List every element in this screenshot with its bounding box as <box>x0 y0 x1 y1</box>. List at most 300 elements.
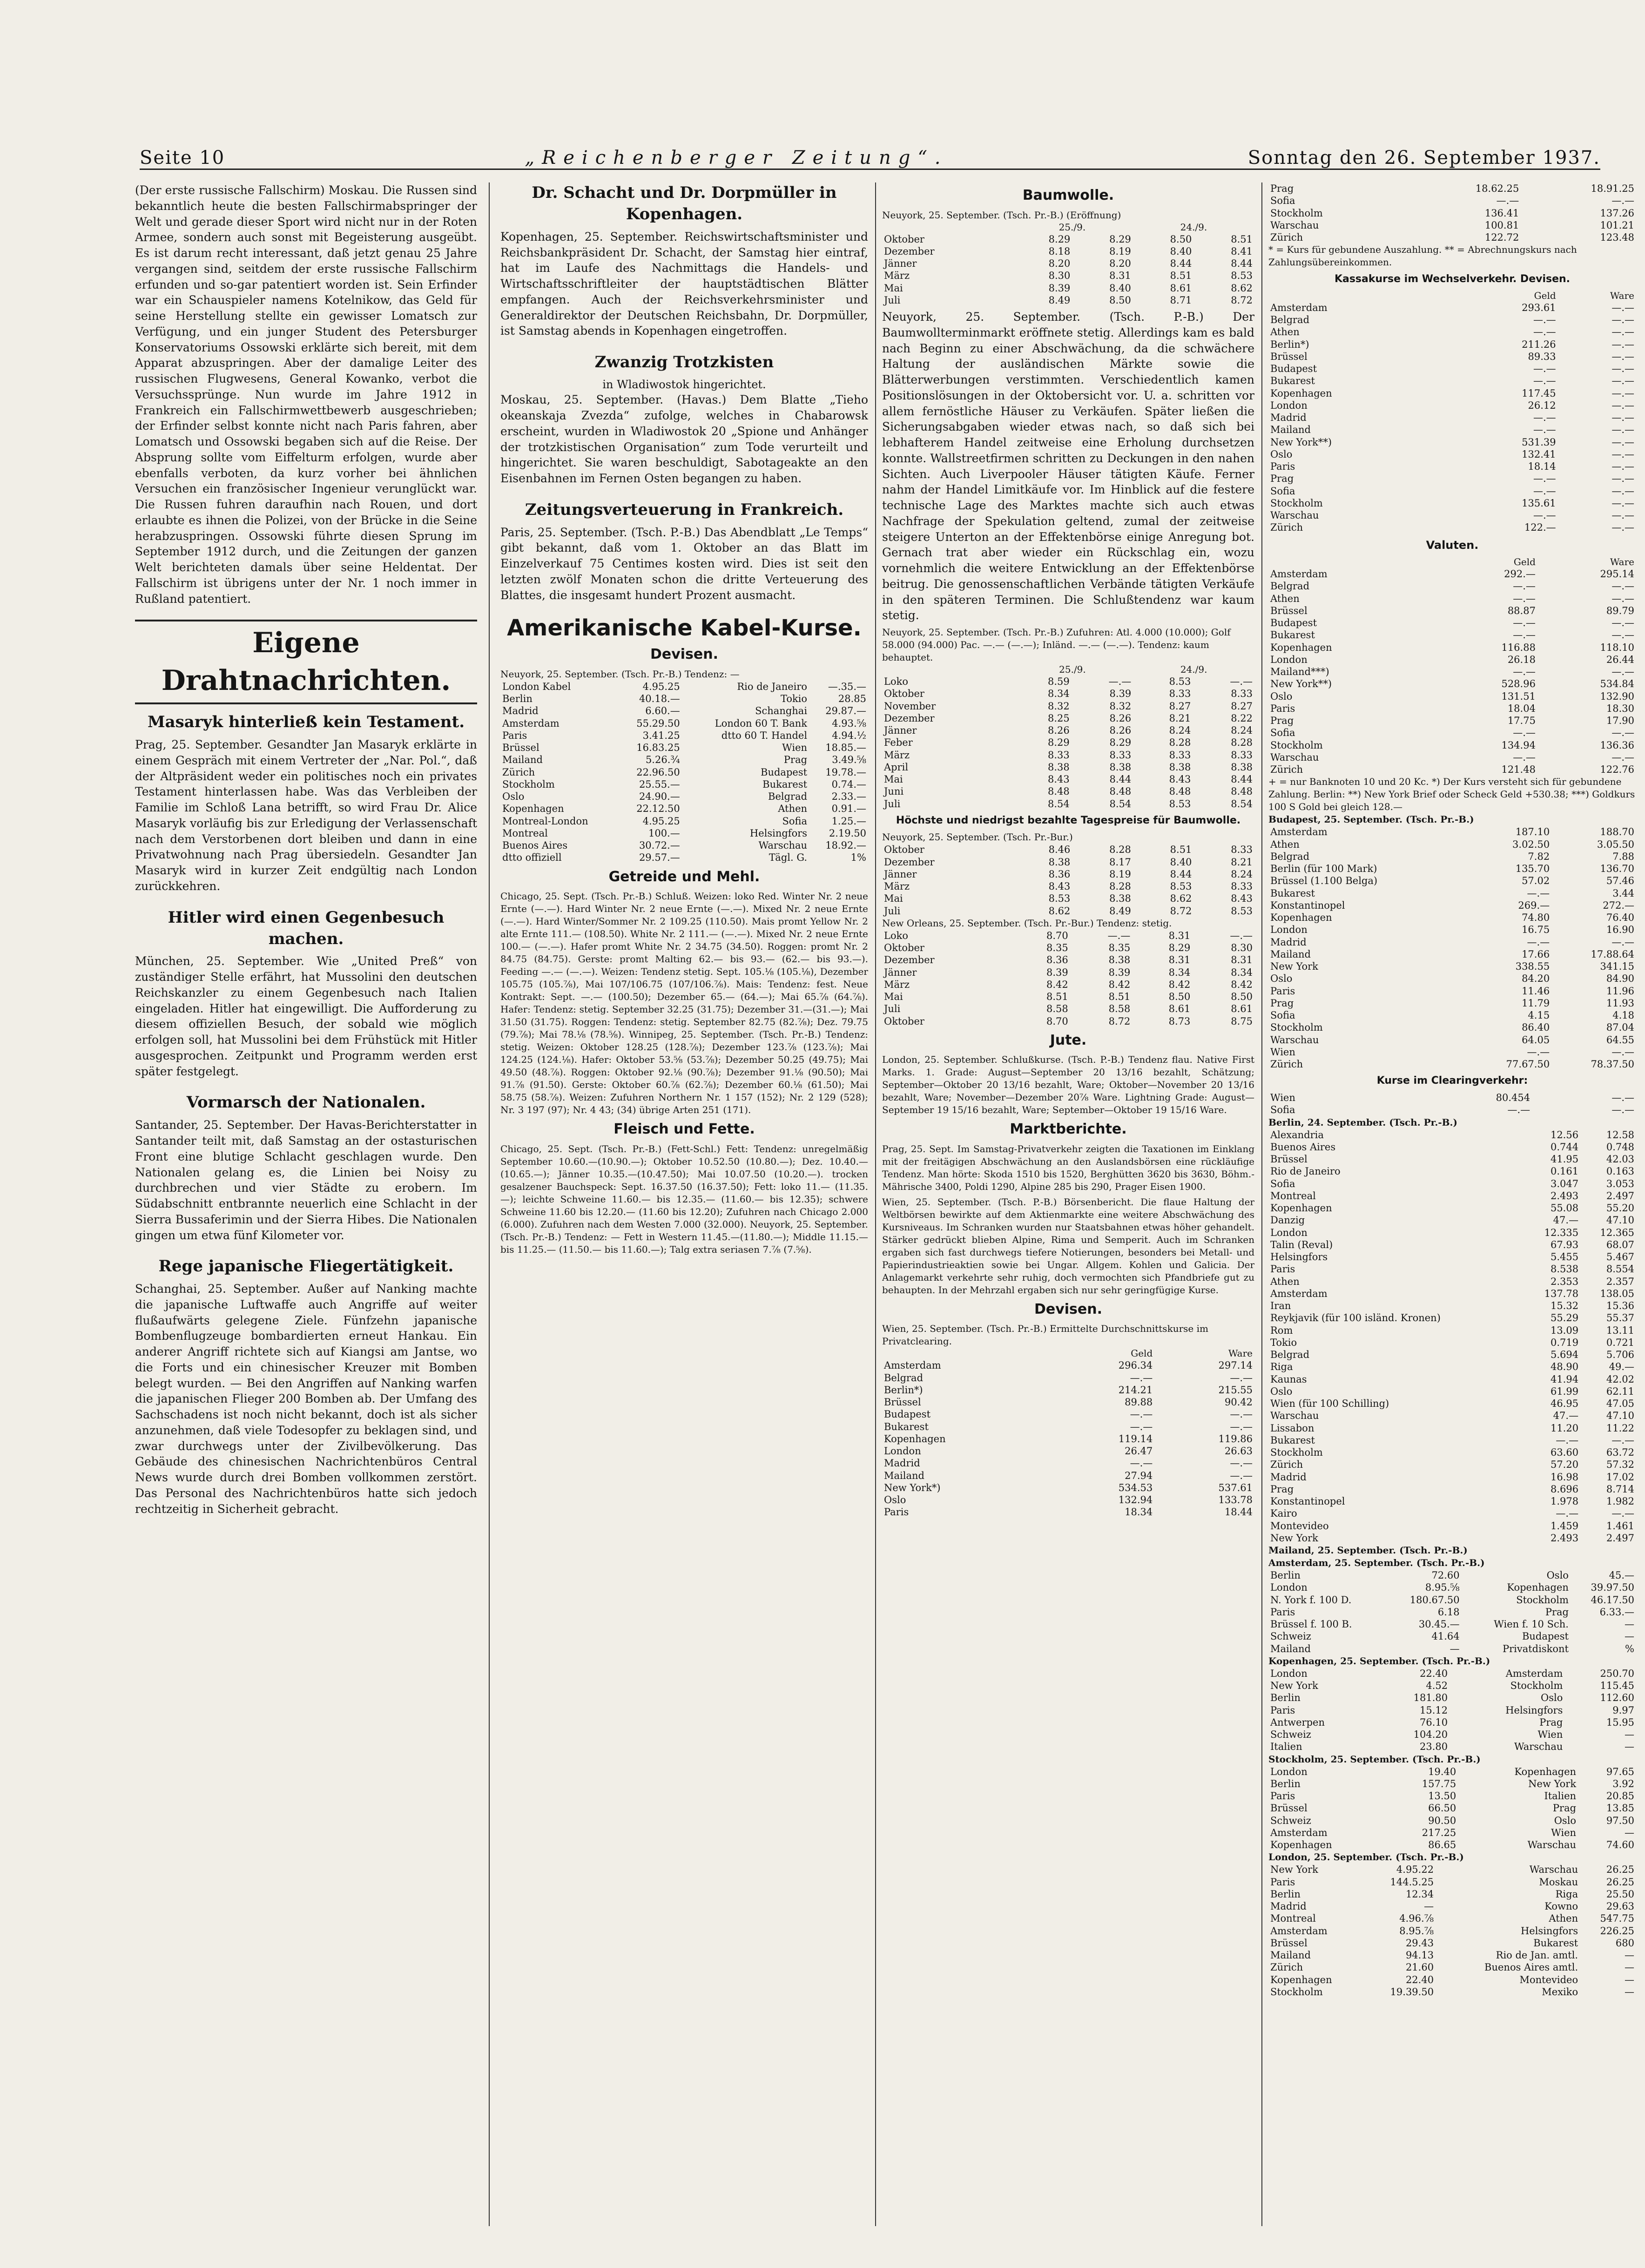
table-cell: — <box>1625 1950 1634 1961</box>
table-cell: 8.32 <box>1109 700 1132 712</box>
table-cell: 62.11 <box>1606 1385 1634 1397</box>
table-row <box>1268 936 1636 948</box>
table-cell: Kopenhagen <box>1270 1974 1332 1985</box>
article-body: Kopenhagen, 25. September. Reichswirtschaftsminister und Reichsbankpräsident Dr. Schacht, der Samstag hier eintraf, hat im Laufe des Nachmittags die Handels- und Wirtschaftsschriftleiter der hauptstädtischen Blätter empfangen. Auch der Reichsverkehrsminister und Generaldirektor der Deutschen Reichsbahn, Dr. Dorpmüller, ist Samstag abends in Kopenhagen eingetroffen. <box>500 230 868 338</box>
table-cell: 42.03 <box>1606 1154 1634 1165</box>
table-cell: Sofia <box>1270 727 1295 739</box>
table-cell: Rio de Janeiro <box>1270 1166 1341 1177</box>
table-cell: Stockholm <box>1270 207 1323 219</box>
table-row <box>882 892 1254 904</box>
baumwolle2-intro: Neuyork, 25. September. (Tsch. Pr.-B.) Zufuhren: Atl. 4.000 (10.000); Golf 58.000 (94.000) Pac. —.— (—.—); Inländ. —.— (—.—). Tendenz: kaum behauptet. <box>882 627 1231 663</box>
table-cell: 137.26 <box>1600 207 1634 219</box>
table-cell: 55.29.50 <box>636 717 680 729</box>
table-cell: Juli <box>884 905 901 917</box>
table-cell: 8.28 <box>1109 844 1131 856</box>
table-cell: 8.33 <box>1231 749 1253 761</box>
table-cell: — <box>1625 1974 1634 1985</box>
table-cell: Belgrad <box>1270 314 1310 326</box>
table-cell: 8.73 <box>1168 1015 1191 1027</box>
table-row <box>1268 924 1636 936</box>
table-cell: 8.44 <box>1170 868 1192 880</box>
table-row <box>1268 739 1636 751</box>
table-cell: 8.39 <box>1048 282 1071 294</box>
table-cell: 8.33 <box>1047 749 1070 761</box>
table-cell: Madrid <box>1270 412 1307 424</box>
table-cell: 132.90 <box>1600 690 1634 702</box>
table-cell: 29.57.— <box>639 852 680 864</box>
col-head: 25./9. <box>1058 221 1086 233</box>
table-row <box>1268 666 1636 678</box>
table-cell: —.— <box>1611 436 1634 448</box>
table-cell: 8.32 <box>1047 700 1070 712</box>
table-row <box>1268 1324 1636 1336</box>
devisen2-heading: Devisen. <box>1034 1301 1103 1317</box>
table-row <box>1268 375 1636 387</box>
table-cell: —.— <box>1130 1458 1153 1469</box>
table-cell: —.— <box>1130 1409 1153 1420</box>
col-head: 24./9. <box>1180 664 1207 675</box>
table-cell: Jänner <box>884 725 917 736</box>
top-rates-table <box>1268 182 1636 243</box>
table-cell: 8.38 <box>1109 761 1132 773</box>
getreide-text: Chicago, 25. Sept. (Tsch. Pr.-B.) Schluß. Weizen: loko Red. Winter Nr. 2 neue Ernte (—.—). Hard Winter Nr. 2 neue Ernte (—.—). Mixed Nr. 2 neue Ernte (—.—). Hard Winter/Sommer Nr. 2 109.25 (110.50). Mais promt Yellow Nr. 2 alte Ernte 111.— (108.50). White Nr. 2 111.— (—.—). Mixed Nr. 2 neue Ernte 100.— (—.—). Hafer promt White Nr. 2 34.75 (34.50). Roggen: promt Nr. 2 84.75 (84.75). Gerste: promt Malting 62.— bis 93.— (62.— bis 93.—). Feeding —.— (—.—). Weizen: Tendenz stetig. Sept. 105.⅛ (105.⅛), Dezember 105.75 (105.⅞), Mai 107/106.75 (107/106.⅞). Mais: Tendenz: fest. Neue Kontrakt: Sept. —.— (100.50); Dezember 65.— (64.—); Mai 65.⅞ (64.⅞). Hafer: Tendenz: stetig. September 32.25 (31.75); Dezember 31.—(31.—); Mai 31.50 (31.75). Roggen: Tendenz: stetig. September 82.75 (82.⅞); Dez. 79.75 (79.⅞); Mai 78.⅛ (78.⅝). Winnipeg, 25. September. (Tsch. Pr.-B.) Tendenz: stetig. Weizen: Oktober 128.25 (128.⅞); Dezember 123.⅞ (123.⅞); Mai 124.25 (124.⅛). Hafer: Oktober 53.⅝ (53.⅞); Dezember 50.25 (49.75); Mai 49.50 (48.⅞). Roggen: Oktober 92.⅛ (90.⅞); Dezember 91.⅛ (90.50); Mai 91.⅞ (91.50). Gerste: Oktober 60.⅞ (62.⅞); Dezember 60.⅛ (61.50); Mai 58.75 (58.⅞). Weizen: Zufuhren Northern Nr. 1 157 (152); Nr. 2 129 (528); Nr. 3 197 (97); Nr. 4 43; (34) übrige Arten 251 (171). <box>500 891 868 1115</box>
table-cell: —.— <box>1533 375 1556 387</box>
table-cell: 26.25 <box>1606 1876 1634 1888</box>
column-2 <box>500 182 868 2226</box>
table-row <box>1268 580 1636 592</box>
table-cell: Stockholm <box>1270 1986 1323 1998</box>
table-row <box>882 1396 1254 1408</box>
col-head: Geld <box>1131 1348 1153 1359</box>
table-cell: Antwerpen <box>1270 1716 1325 1728</box>
table-cell: 0.721 <box>1606 1336 1634 1348</box>
table-cell: 180.67.50 <box>1409 1594 1460 1606</box>
table-cell: —.— <box>1513 580 1536 592</box>
table-row <box>1268 1034 1636 1046</box>
table-cell: Iran <box>1270 1300 1291 1312</box>
table-row <box>1268 850 1636 863</box>
table-cell: 101.21 <box>1600 219 1634 231</box>
table-row <box>1268 1741 1636 1753</box>
table-cell: Tägl. G. <box>769 852 808 864</box>
table-cell: 77.67.50 <box>1506 1059 1550 1070</box>
table-cell: —.— <box>1533 424 1556 436</box>
table-cell: —.— <box>1230 930 1253 941</box>
stockholm-rows <box>1268 1766 1636 1851</box>
table-cell: 8.72 <box>1231 294 1253 306</box>
table-cell: Dezember <box>884 954 935 966</box>
table-cell: 55.29 <box>1550 1312 1579 1324</box>
table-cell: 8.53 <box>1048 893 1071 904</box>
table-cell: 531.39 <box>1522 436 1556 448</box>
table-row <box>1268 1581 1636 1593</box>
table-row <box>1268 1336 1636 1349</box>
table-cell: 46.17.50 <box>1591 1594 1634 1606</box>
table-row <box>1268 1058 1636 1070</box>
table-row <box>1268 1778 1636 1790</box>
table-cell: 122.76 <box>1600 764 1634 776</box>
table-cell: 8.50 <box>1168 991 1191 1003</box>
table-row <box>1268 1312 1636 1324</box>
kabel-kurse-title: Amerikanische Kabel-Kurse. <box>507 615 862 641</box>
table-cell: 8.25 <box>1047 712 1070 724</box>
table-row <box>882 282 1254 294</box>
article-hitler <box>135 907 477 1080</box>
table-row <box>1268 1141 1636 1153</box>
table-cell: Berlin <box>502 693 533 704</box>
table-cell: 17.88.64 <box>1591 948 1634 960</box>
table-cell: Kopenhagen <box>1514 1766 1577 1777</box>
table-cell: Paris <box>1270 1876 1295 1888</box>
article-body: Paris, 25. September. (Tsch. P.-B.) Das Abendblatt „Le Temps“ gibt bekannt, daß vom 1. Oktober an das Blatt im Einzelverkauf 75 Centimes kosten wird. Dies ist seit den letzten zwölf Monaten schon die dritte Verteuerung des Blattes, die insgesamt hundert Prozent ausmacht. <box>500 525 868 602</box>
table-cell: Buenos Aires <box>502 840 568 851</box>
table-cell: 144.5.25 <box>1390 1876 1434 1888</box>
table-cell: Warschau <box>1270 510 1319 521</box>
table-row <box>1268 1458 1636 1471</box>
table-cell: Amsterdam <box>1270 1827 1328 1838</box>
table-cell: 15.12 <box>1420 1704 1448 1716</box>
table-cell: 47.— <box>1553 1215 1579 1226</box>
table-cell: —.— <box>1611 751 1634 763</box>
table-cell: Madrid <box>1270 936 1307 948</box>
table-row <box>1268 997 1636 1009</box>
table-cell: 121.48 <box>1501 764 1536 776</box>
table-row <box>500 742 868 754</box>
col-head <box>882 664 1012 675</box>
table-cell: 64.55 <box>1606 1034 1634 1046</box>
table-cell: 8.39 <box>1109 688 1132 700</box>
table-cell: Mai <box>884 893 903 904</box>
table-cell: 8.62 <box>1170 893 1192 904</box>
table-cell: 8.36 <box>1048 868 1071 880</box>
table-cell: 293.61 <box>1522 302 1556 313</box>
table-cell: — <box>1625 1741 1634 1753</box>
article-body: Schanghai, 25. September. Außer auf Nanking machte die japanische Luftwaffe auch Angriffe auf weiter flußaufwärts gelegene Ziele. Fünfzehn japanische Bombenflugzeuge bombardierten erneut Hankau. Ein anderer Angriff richtete sich auf Kiangsi am Jantse, wo die Forts und ein chinesischer Kreuzer mit Bomben belegt wurden. — Bei den Angriffen auf Nanking warfen die japanischen Flieger 200 Bomben ab. Der Umfang des Sachschadens ist noch nicht bekannt, doch ist als sicher anzunehmen, daß viele Todesopfer zu beklagen sind, und zwar durchwegs unter der Zivilbevölkerung. Das Gebäude des chinesischen Nachrichtenbüros Central News wurde durch drei Bomben vollkommen zerstört. Das Personal des Nachrichtenbüros hatte sich jedoch rechtzeitig in Sicherheit gebracht. <box>135 1282 477 1516</box>
baumwolle-intro: Neuyork, 25. September. (Tsch. Pr.-B.) (Eröffnung) <box>882 209 1121 221</box>
table-row <box>882 942 1254 954</box>
table-row <box>1268 1790 1636 1802</box>
table-cell: Brüssel f. 100 B. <box>1270 1619 1352 1630</box>
table-cell: 8.43 <box>1231 893 1253 904</box>
table-cell: Stockholm <box>1510 1680 1563 1692</box>
table-cell: 7.88 <box>1612 850 1634 862</box>
table-row <box>500 851 868 864</box>
table-cell: Prag <box>1270 473 1294 485</box>
table-cell: Athen <box>1270 838 1300 850</box>
table-cell: Oktober <box>884 844 924 856</box>
table-cell: 40.18.— <box>639 693 680 704</box>
jute-text: London, 25. September. Schlußkurse. (Tsch. P.-B.) Tendenz flau. Native First Marks. 1. Grade: August—September 20 13/16 bezahlt, Schätzung; September—Oktober 20 13/16 bezahlt, Ware; Oktober—November 20 13/16 bezahlt, Ware; November—Dezember 20⅞ Ware. Lightning Grade: August—September 19 15/16 bezahlt, Ware; September—Oktober 19 15/16 Ware. <box>882 1054 1254 1116</box>
table-cell: 8.33 <box>1109 749 1132 761</box>
table-cell: Madrid <box>502 705 539 717</box>
table-cell: 8.54 <box>1231 798 1253 810</box>
article-body: München, 25. September. Wie „United Preß“ von zuständiger Stelle erfährt, hat Mussolini den deutschen Reichskanzler zu einem Gegenbesuch nach Italien eingeladen. Hitler hat eingewilligt. Die Aufforderung zu diesem offiziellen Besuch, der sobald wie möglich erfolgen soll, hat Mussolini bei dem Frühstück mit Hitler ausgesprochen. Zeitpunkt und Programm werden erst später festgelegt. <box>135 954 477 1078</box>
table-cell: 5.26.¾ <box>645 754 680 766</box>
table-cell: Sofia <box>1270 195 1295 207</box>
table-row <box>882 675 1254 688</box>
table-cell: Riga <box>1270 1361 1293 1373</box>
table-cell: Budapest <box>1270 363 1317 375</box>
table-row <box>1268 605 1636 617</box>
article-zeitung <box>500 500 868 603</box>
table-cell: 4.96.⅞ <box>1399 1913 1434 1924</box>
table-cell: 90.50 <box>1428 1815 1456 1826</box>
table-cell: 8.38 <box>1169 761 1191 773</box>
table-cell: Kairo <box>1270 1508 1297 1519</box>
table-cell: 8.53 <box>1169 676 1191 687</box>
table-cell: 3.49.⅝ <box>832 754 866 766</box>
devisen2-rows <box>882 1359 1254 1518</box>
table-cell: 97.50 <box>1606 1815 1634 1826</box>
table-cell: 5.467 <box>1606 1251 1634 1263</box>
table-row <box>1268 1716 1636 1728</box>
table-cell: 8.26 <box>1109 725 1132 736</box>
table-row <box>1268 899 1636 911</box>
table-cell: 18.91.25 <box>1591 183 1634 194</box>
table-cell: 15.36 <box>1606 1300 1634 1312</box>
table-cell: 8.19 <box>1109 245 1131 257</box>
table-cell: —.— <box>1556 1508 1579 1519</box>
table-cell: Danzig <box>1270 1215 1305 1226</box>
table-cell: Oktober <box>884 233 924 245</box>
table-row <box>1268 1422 1636 1434</box>
table-cell: 3.047 <box>1550 1178 1579 1189</box>
table-cell: Prag <box>1270 183 1294 194</box>
table-cell: Riga <box>1555 1888 1578 1900</box>
table-cell: 0.163 <box>1606 1166 1634 1177</box>
table-row <box>500 681 868 693</box>
table-cell: Juli <box>884 798 901 810</box>
fleisch-heading: Fleisch und Fette. <box>614 1121 755 1137</box>
table-cell: 8.38 <box>1048 856 1071 868</box>
table-cell: —.— <box>1611 497 1634 509</box>
table-cell: 30.72.— <box>639 840 680 851</box>
table-cell: Brüssel (1.100 Belga) <box>1270 875 1378 887</box>
table-cell: 214.21 <box>1118 1384 1153 1396</box>
table-cell: 5.694 <box>1550 1349 1579 1361</box>
table-row <box>1268 424 1636 436</box>
table-cell: 534.84 <box>1600 678 1634 690</box>
table-cell: Oslo <box>1554 1815 1577 1826</box>
table-cell: Budapest <box>884 1409 931 1420</box>
table-cell: Mai <box>884 282 903 294</box>
table-cell: 8.58 <box>1046 1003 1068 1015</box>
table-cell: —.— <box>1513 727 1536 739</box>
table-cell: 4.95.22 <box>1396 1864 1434 1876</box>
table-cell: 7.82 <box>1528 850 1550 862</box>
table-cell: Wien <box>782 742 808 753</box>
table-cell: 118.10 <box>1600 641 1634 653</box>
table-cell: — <box>1625 1986 1634 1998</box>
table-cell: 119.14 <box>1118 1433 1153 1444</box>
table-cell: Montevideo <box>1519 1974 1578 1985</box>
table-cell: Loko <box>884 930 908 941</box>
table-cell: Alexandria <box>1270 1129 1324 1141</box>
table-cell: 269.— <box>1518 899 1550 911</box>
table-cell: Amsterdam <box>1270 1288 1328 1299</box>
table-cell: März <box>884 749 910 761</box>
table-cell: 0.748 <box>1606 1141 1634 1153</box>
table-cell: 1.25.— <box>831 815 866 827</box>
table-row <box>882 1482 1254 1494</box>
table-cell: Belgrad <box>1270 1349 1310 1361</box>
table-cell: —.— <box>1611 1104 1634 1116</box>
table-cell: 8.33 <box>1169 688 1191 700</box>
table-row <box>882 270 1254 282</box>
table-cell: Zürich <box>1270 764 1303 776</box>
table-row <box>1268 1937 1636 1949</box>
table-cell: Belgrad <box>1270 850 1310 862</box>
table-cell: 74.60 <box>1606 1839 1634 1851</box>
table-row <box>1268 911 1636 924</box>
table-row <box>500 815 868 827</box>
table-cell: 5.455 <box>1550 1251 1579 1263</box>
table-cell: 134.94 <box>1501 739 1536 751</box>
table-cell: Talin (Reval) <box>1270 1239 1333 1250</box>
table-cell: —.— <box>1611 314 1634 326</box>
table-cell: 41.94 <box>1550 1373 1579 1385</box>
table-cell: Rom <box>1270 1324 1293 1336</box>
table-row <box>1268 1495 1636 1507</box>
table-cell: Italien <box>1270 1741 1302 1753</box>
table-cell: 17.90 <box>1606 715 1634 727</box>
table-row <box>882 233 1254 245</box>
table-cell: 72.60 <box>1431 1570 1460 1581</box>
table-cell: 20.85 <box>1606 1790 1634 1802</box>
kopenhagen-rows <box>1268 1667 1636 1753</box>
table-row <box>1268 1373 1636 1385</box>
table-cell: Moskau <box>1539 1876 1578 1888</box>
table-cell: Paris <box>884 1506 909 1518</box>
table-cell: 188.70 <box>1600 826 1634 838</box>
table-row <box>882 1408 1254 1420</box>
table-cell: 8.30 <box>1231 942 1253 954</box>
table-cell: Bukarest <box>1270 1434 1315 1446</box>
table-cell: Prag <box>783 754 808 766</box>
table-cell: Zürich <box>1270 522 1303 533</box>
table-cell: 17.75 <box>1507 715 1536 727</box>
orleans-rows <box>882 930 1254 1027</box>
table-cell: Helsingfors <box>1520 1925 1578 1937</box>
table-cell: 6.60.— <box>645 705 680 717</box>
table-cell: 41.95 <box>1550 1154 1579 1165</box>
table-cell: Dezember <box>884 712 935 724</box>
table-cell: Berlin <box>1270 1778 1301 1789</box>
table-cell: 8.40 <box>1170 245 1192 257</box>
table-row <box>1268 1692 1636 1704</box>
table-cell: 16.75 <box>1522 924 1550 936</box>
table-cell: 11.20 <box>1550 1422 1579 1434</box>
table-cell: 63.60 <box>1550 1447 1579 1458</box>
table-row <box>1268 1900 1636 1912</box>
table-cell: 48.90 <box>1550 1361 1579 1373</box>
table-cell: 137.78 <box>1544 1288 1579 1299</box>
table-cell: 74.80 <box>1522 912 1550 924</box>
table-cell: 8.20 <box>1109 258 1131 269</box>
table-row <box>1268 1190 1636 1202</box>
table-cell: 8.41 <box>1231 245 1253 257</box>
table-cell: 8.28 <box>1109 881 1131 892</box>
table-cell: 132.41 <box>1522 448 1556 460</box>
table-cell: 8.44 <box>1231 774 1253 785</box>
baumwolle-table <box>882 222 1254 307</box>
table-cell: 3.053 <box>1606 1178 1634 1189</box>
article-title: Masaryk hinterließ kein Testament. <box>147 713 465 732</box>
table-cell: 22.40 <box>1420 1667 1448 1679</box>
table-cell: Bukarest <box>1270 629 1315 641</box>
table-row <box>1268 1766 1636 1778</box>
table-row <box>1268 838 1636 850</box>
table-cell: 157.75 <box>1422 1778 1456 1789</box>
table-cell: 86.65 <box>1428 1839 1456 1851</box>
table-row <box>1268 1594 1636 1606</box>
table-cell: —.— <box>1611 936 1634 948</box>
mailand-heading: Mailand, 25. September. (Tsch. Pr.-B.) <box>1268 1545 1468 1556</box>
table-cell: dtto offiziell <box>502 852 562 864</box>
table-cell: 55.37 <box>1606 1312 1634 1324</box>
table-row <box>1268 641 1636 654</box>
table-cell: 135.70 <box>1515 863 1550 875</box>
table-cell: 8.20 <box>1048 258 1071 269</box>
table-cell: 8.46 <box>1048 844 1071 856</box>
table-cell: 8.95.⅞ <box>1399 1925 1434 1937</box>
table-row <box>1268 1153 1636 1165</box>
table-cell: Kopenhagen <box>1270 912 1332 924</box>
table-row <box>1268 763 1636 776</box>
amsterdam-table <box>1268 1569 1636 1655</box>
table-cell: 8.43 <box>1048 881 1071 892</box>
table-cell: 18.92.— <box>825 840 866 851</box>
table-cell: Oslo <box>1270 1385 1293 1397</box>
table-cell: Oktober <box>884 1015 924 1027</box>
table-cell: Mailand***) <box>1270 666 1329 678</box>
table-row <box>882 1457 1254 1469</box>
table-cell: Kopenhagen <box>1270 1202 1332 1214</box>
table-row <box>1268 1839 1636 1851</box>
table-row <box>882 991 1254 1003</box>
table-cell: Wien (für 100 Schilling) <box>1270 1398 1389 1410</box>
table-row <box>1268 1300 1636 1312</box>
table-cell: 8.61 <box>1170 282 1192 294</box>
table-cell: Wien <box>1537 1729 1563 1741</box>
table-cell: —.— <box>1507 1104 1530 1116</box>
table-cell: 528.96 <box>1501 678 1536 690</box>
table-cell: —.— <box>1527 936 1550 948</box>
table-cell: 90.42 <box>1224 1397 1253 1408</box>
table-cell: —.— <box>1611 195 1634 207</box>
table-row <box>1268 715 1636 727</box>
london-table <box>1268 1863 1636 1998</box>
table-cell: 8.24 <box>1231 868 1253 880</box>
table-cell: 9.97 <box>1612 1704 1634 1716</box>
col-head: Geld <box>1513 556 1536 568</box>
table-cell: 136.36 <box>1600 739 1634 751</box>
table-cell: 8.42 <box>1108 979 1131 990</box>
table-cell: —.— <box>1556 1434 1579 1446</box>
table-row <box>882 736 1254 749</box>
table-cell: —.— <box>1108 676 1132 687</box>
table-row <box>882 1359 1254 1371</box>
table-cell: 8.33 <box>1231 844 1253 856</box>
table-cell: 8.50 <box>1109 294 1131 306</box>
devisen2-intro: Wien, 25. September. (Tsch. Pr.-B.) Ermittelte Durchschnittskurse im Privatclearing. <box>882 1323 1208 1347</box>
table-cell: 8.554 <box>1606 1263 1634 1275</box>
table-row <box>1268 1251 1636 1263</box>
table-row <box>882 688 1254 700</box>
table-cell: 26.63 <box>1224 1445 1253 1457</box>
table-cell: Bukarest <box>1270 887 1315 899</box>
table-row <box>1268 1214 1636 1226</box>
